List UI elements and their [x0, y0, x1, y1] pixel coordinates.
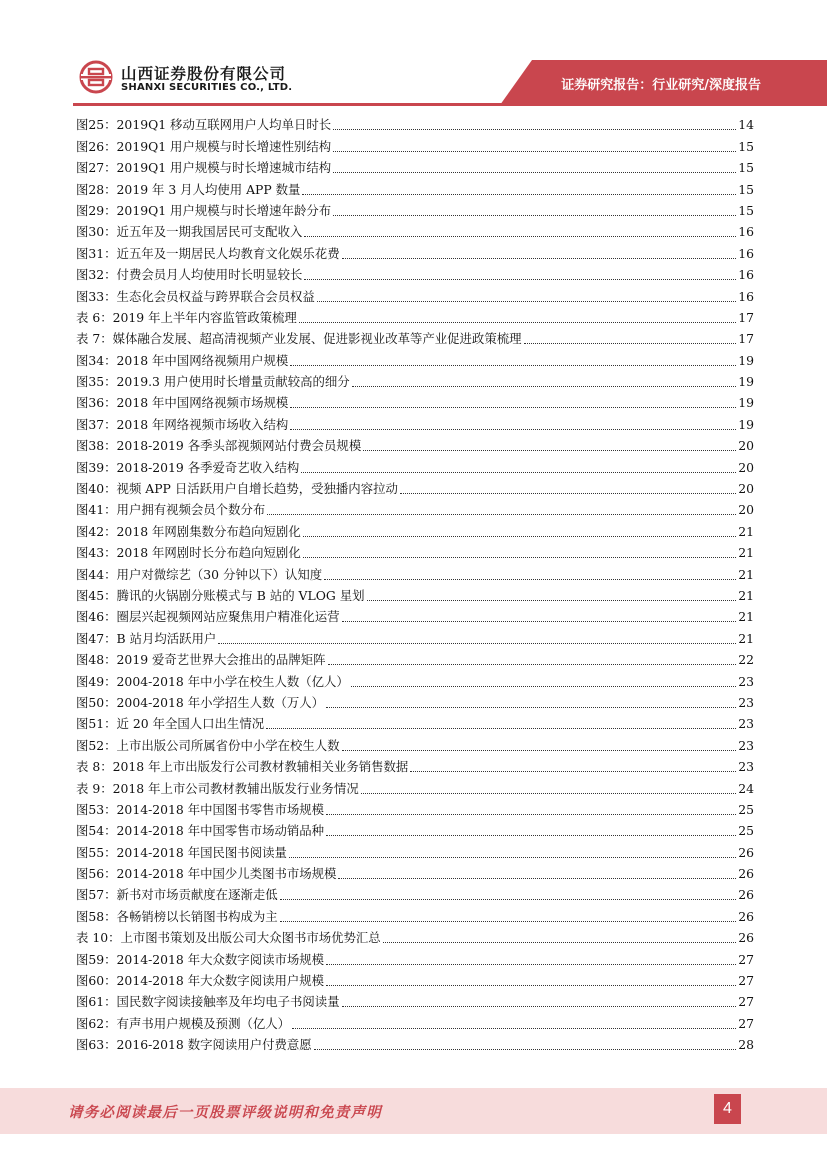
toc-entry[interactable]: [76, 411, 754, 432]
toc-leader-dots: [289, 856, 736, 858]
toc-leader-dots: [324, 578, 736, 580]
toc-entry-label: 表 7：媒体融合发展、超高清视频产业发展、促进影视业改革等产业促进政策梳理: [76, 331, 522, 347]
toc-entry-label: 图55：2014-2018 年国民图书阅读量: [76, 844, 287, 860]
toc-leader-dots: [317, 300, 736, 302]
toc-leader-dots: [410, 770, 736, 772]
toc-entry-page: 17: [738, 309, 754, 325]
company-logo-icon: [79, 60, 113, 94]
toc-entry[interactable]: [76, 347, 754, 368]
toc-leader-dots: [290, 364, 736, 366]
toc-entry-page: 22: [738, 652, 754, 668]
toc-entry[interactable]: [76, 390, 754, 411]
toc-entry-label: 图27：2019Q1 用户规模与时长增速城市结构: [76, 160, 332, 176]
toc-leader-dots: [351, 685, 736, 687]
toc-entry-page: 16: [738, 245, 754, 261]
toc-entry-page: 14: [738, 117, 754, 133]
toc-entry-label: 图61：国民数字阅读接触率及年均电子书阅读量: [76, 994, 340, 1010]
toc-entry[interactable]: [76, 540, 754, 561]
toc-leader-dots: [303, 535, 737, 537]
toc-entry-page: 23: [738, 716, 754, 732]
toc-leader-dots: [303, 556, 737, 558]
toc-entry-label: 图25：2019Q1 移动互联网用户人均单日时长: [76, 117, 332, 133]
page-header: [0, 0, 827, 108]
page-number: 4: [714, 1094, 741, 1124]
toc-entry-page: 27: [738, 973, 754, 989]
toc-entry-page: 20: [738, 438, 754, 454]
toc-entry[interactable]: [76, 262, 754, 283]
toc-entry-page: 27: [738, 1015, 754, 1031]
toc-leader-dots: [292, 1027, 736, 1029]
toc-entry-page: 19: [738, 374, 754, 390]
toc-entry[interactable]: [76, 133, 754, 154]
toc-entry[interactable]: [76, 989, 754, 1010]
toc-entry-page: 16: [738, 224, 754, 240]
toc-entry[interactable]: [76, 219, 754, 240]
toc-entry[interactable]: [76, 518, 754, 539]
toc-entry-label: 图49：2004-2018 年中小学在校生人数（亿人）: [76, 673, 349, 689]
toc-entry-page: 26: [738, 866, 754, 882]
toc-entry[interactable]: [76, 903, 754, 924]
toc-entry-page: 21: [738, 523, 754, 539]
toc-leader-dots: [267, 513, 736, 515]
toc-entry[interactable]: [76, 454, 754, 475]
toc-entry-label: 图43：2018 年网剧时长分布趋向短剧化: [76, 545, 301, 561]
toc-entry[interactable]: [76, 690, 754, 711]
toc-entry-page: 26: [738, 908, 754, 924]
company-name-en: SHANXI SECURITIES CO., LTD.: [121, 82, 293, 93]
toc-entry[interactable]: [76, 561, 754, 582]
toc-entry[interactable]: [76, 112, 754, 133]
toc-entry-label: 图26：2019Q1 用户规模与时长增速性别结构: [76, 138, 332, 154]
toc-entry[interactable]: [76, 754, 754, 775]
toc-entry-label: 图48：2019 爱奇艺世界大会推出的品牌矩阵: [76, 652, 326, 668]
toc-leader-dots: [328, 663, 737, 665]
toc-leader-dots: [280, 920, 737, 922]
toc-entry-label: 图39：2018-2019 各季爱奇艺收入结构: [76, 459, 300, 475]
toc-entry[interactable]: [76, 583, 754, 604]
toc-entry[interactable]: [76, 732, 754, 753]
toc-entry-page: 15: [738, 160, 754, 176]
toc-leader-dots: [342, 1005, 737, 1007]
company-name-cn: 山西证券股份有限公司: [121, 65, 287, 83]
toc-entry[interactable]: [76, 839, 754, 860]
toc-leader-dots: [338, 877, 736, 879]
toc-entry[interactable]: [76, 818, 754, 839]
toc-entry[interactable]: [76, 625, 754, 646]
toc-leader-dots: [367, 599, 737, 601]
toc-entry-label: 图51：近 20 年全国人口出生情况: [76, 716, 265, 732]
toc-entry-page: 23: [738, 737, 754, 753]
toc-leader-dots: [290, 428, 736, 430]
toc-entry-page: 27: [738, 994, 754, 1010]
toc-entry-page: 26: [738, 844, 754, 860]
toc-entry-label: 图53：2014-2018 年中国图书零售市场规模: [76, 801, 325, 817]
toc-entry-label: 图59：2014-2018 年大众数字阅读市场规模: [76, 951, 325, 967]
toc-entry-label: 图57：新书对市场贡献度在逐渐走低: [76, 887, 278, 903]
toc-entry[interactable]: [76, 155, 754, 176]
toc-entry-page: 15: [738, 202, 754, 218]
toc-entry-page: 21: [738, 566, 754, 582]
toc-entry-label: 图36：2018 年中国网络视频市场规模: [76, 395, 289, 411]
toc-entry[interactable]: [76, 1010, 754, 1031]
toc-leader-dots: [342, 620, 737, 622]
toc-entry[interactable]: [76, 476, 754, 497]
toc-entry-label: 图52：上市出版公司所属省份中小学在校生人数: [76, 737, 340, 753]
toc-entry-label: 图56：2014-2018 年中国少儿类图书市场规模: [76, 866, 337, 882]
toc-entry-label: 图31：近五年及一期居民人均教育文化娱乐花费: [76, 245, 340, 261]
toc-leader-dots: [304, 278, 736, 280]
toc-leader-dots: [342, 257, 737, 259]
toc-entry-page: 16: [738, 267, 754, 283]
toc-entry-label: 图29：2019Q1 用户规模与时长增速年龄分布: [76, 202, 332, 218]
toc-entry-page: 23: [738, 673, 754, 689]
toc-leader-dots: [326, 813, 736, 815]
toc-entry-label: 表 10：上市图书策划及出版公司大众图书市场优势汇总: [76, 930, 381, 946]
toc-leader-dots: [280, 898, 737, 900]
report-type-label: 证券研究报告：行业研究/深度报告: [561, 78, 761, 93]
toc-entry-page: 25: [738, 823, 754, 839]
toc-entry-label: 图54：2014-2018 年中国零售市场动销品种: [76, 823, 325, 839]
footer-disclaimer: 请务必阅读最后一页股票评级说明和免责声明: [68, 1104, 382, 1121]
toc-entry[interactable]: [76, 647, 754, 668]
header-divider: [73, 103, 827, 106]
toc-entry[interactable]: [76, 240, 754, 261]
toc-entry-page: 21: [738, 630, 754, 646]
toc-entry-label: 图46：圈层兴起视频网站应聚焦用户精准化运营: [76, 609, 340, 625]
toc-entry-label: 图50：2004-2018 年小学招生人数（万人）: [76, 694, 325, 710]
toc-entry-page: 15: [738, 181, 754, 197]
toc-entry-label: 图63：2016-2018 数字阅读用户付费意愿: [76, 1037, 312, 1053]
toc-entry-page: 19: [738, 416, 754, 432]
toc-leader-dots: [352, 385, 737, 387]
toc-entry[interactable]: [76, 369, 754, 390]
toc-entry-label: 图28：2019 年 3 月人均使用 APP 数量: [76, 181, 301, 197]
toc-leader-dots: [299, 321, 736, 323]
toc-entry-page: 23: [738, 759, 754, 775]
toc-leader-dots: [333, 150, 736, 152]
toc-leader-dots: [301, 471, 736, 473]
toc-entry[interactable]: [76, 1032, 754, 1053]
toc-entry[interactable]: [76, 604, 754, 625]
toc-entry[interactable]: [76, 668, 754, 689]
toc-leader-dots: [326, 706, 736, 708]
toc-entry-label: 图34：2018 年中国网络视频用户规模: [76, 352, 289, 368]
toc-entry-label: 表 9：2018 年上市公司教材教辅出版发行业务情况: [76, 780, 359, 796]
toc-leader-dots: [333, 128, 736, 130]
toc-entry-label: 图41：用户拥有视频会员个数分布: [76, 502, 266, 518]
toc-entry[interactable]: [76, 861, 754, 882]
toc-entry[interactable]: [76, 968, 754, 989]
toc-entry-page: 21: [738, 587, 754, 603]
toc-entry-label: 图60：2014-2018 年大众数字阅读用户规模: [76, 973, 325, 989]
toc-entry-page: 20: [738, 502, 754, 518]
toc-entry-label: 图37：2018 年网络视频市场收入结构: [76, 416, 289, 432]
toc-entry[interactable]: [76, 925, 754, 946]
toc-entry-page: 26: [738, 887, 754, 903]
toc-entry[interactable]: [76, 775, 754, 796]
toc-entry-label: 图42：2018 年网剧集数分布趋向短剧化: [76, 523, 301, 539]
toc-entry-page: 17: [738, 331, 754, 347]
toc-leader-dots: [266, 727, 736, 729]
toc-leader-dots: [326, 984, 736, 986]
toc-entry[interactable]: [76, 433, 754, 454]
toc-leader-dots: [304, 235, 736, 237]
toc-entry-page: 16: [738, 288, 754, 304]
toc-entry-label: 图47：B 站月均活跃用户: [76, 630, 217, 646]
toc-leader-dots: [383, 941, 737, 943]
toc-leader-dots: [363, 449, 736, 451]
toc-leader-dots: [326, 963, 736, 965]
toc-leader-dots: [314, 1048, 737, 1050]
toc-entry[interactable]: [76, 283, 754, 304]
toc-leader-dots: [333, 214, 736, 216]
toc-leader-dots: [302, 193, 736, 195]
toc-entry[interactable]: [76, 497, 754, 518]
toc-leader-dots: [361, 792, 737, 794]
toc-entry-page: 15: [738, 138, 754, 154]
toc-leader-dots: [326, 834, 736, 836]
toc-entry[interactable]: [76, 305, 754, 326]
toc-entry-page: 27: [738, 951, 754, 967]
toc-leader-dots: [524, 342, 737, 344]
toc-entry-page: 19: [738, 395, 754, 411]
toc-entry[interactable]: [76, 326, 754, 347]
toc-entry-page: 20: [738, 459, 754, 475]
toc-entry-label: 图38：2018-2019 各季头部视频网站付费会员规模: [76, 438, 362, 454]
toc-entry-label: 图33：生态化会员权益与跨界联合会员权益: [76, 288, 315, 304]
toc-leader-dots: [218, 642, 736, 644]
toc-entry-label: 图45：腾讯的火锅剧分账模式与 B 站的 VLOG 星划: [76, 587, 365, 603]
toc-entry-label: 表 8：2018 年上市出版发行公司教材教辅相关业务销售数据: [76, 759, 409, 775]
toc-leader-dots: [400, 492, 736, 494]
toc-leader-dots: [290, 406, 736, 408]
toc-entry-label: 图44：用户对微综艺（30 分钟以下）认知度: [76, 566, 323, 582]
toc-entry-label: 图32：付费会员月人均使用时长明显较长: [76, 267, 303, 283]
toc-entry-label: 图30：近五年及一期我国居民可支配收入: [76, 224, 303, 240]
toc-entry[interactable]: [76, 797, 754, 818]
toc-entry[interactable]: [76, 946, 754, 967]
toc-entry-label: 表 6：2019 年上半年内容监管政策梳理: [76, 309, 297, 325]
toc-entry[interactable]: [76, 176, 754, 197]
toc-entry-page: 21: [738, 609, 754, 625]
toc-entry-page: 23: [738, 694, 754, 710]
toc-entry-page: 28: [738, 1037, 754, 1053]
toc-entry-label: 图40：视频 APP 日活跃用户自增长趋势，受独播内容拉动: [76, 481, 398, 497]
toc-entry-page: 25: [738, 801, 754, 817]
toc-leader-dots: [333, 171, 736, 173]
toc-entry-label: 图35：2019.3 用户使用时长增量贡献较高的细分: [76, 374, 350, 390]
toc-entry[interactable]: [76, 882, 754, 903]
table-of-contents: [76, 112, 754, 1053]
toc-leader-dots: [342, 749, 737, 751]
toc-entry-page: 24: [738, 780, 754, 796]
toc-entry-page: 21: [738, 545, 754, 561]
toc-entry-page: 20: [738, 481, 754, 497]
toc-entry[interactable]: [76, 711, 754, 732]
toc-entry-page: 26: [738, 930, 754, 946]
toc-entry-label: 图62：有声书用户规模及预测（亿人）: [76, 1015, 291, 1031]
toc-entry-label: 图58：各畅销榜以长销图书构成为主: [76, 908, 278, 924]
toc-entry-page: 19: [738, 352, 754, 368]
toc-entry[interactable]: [76, 198, 754, 219]
